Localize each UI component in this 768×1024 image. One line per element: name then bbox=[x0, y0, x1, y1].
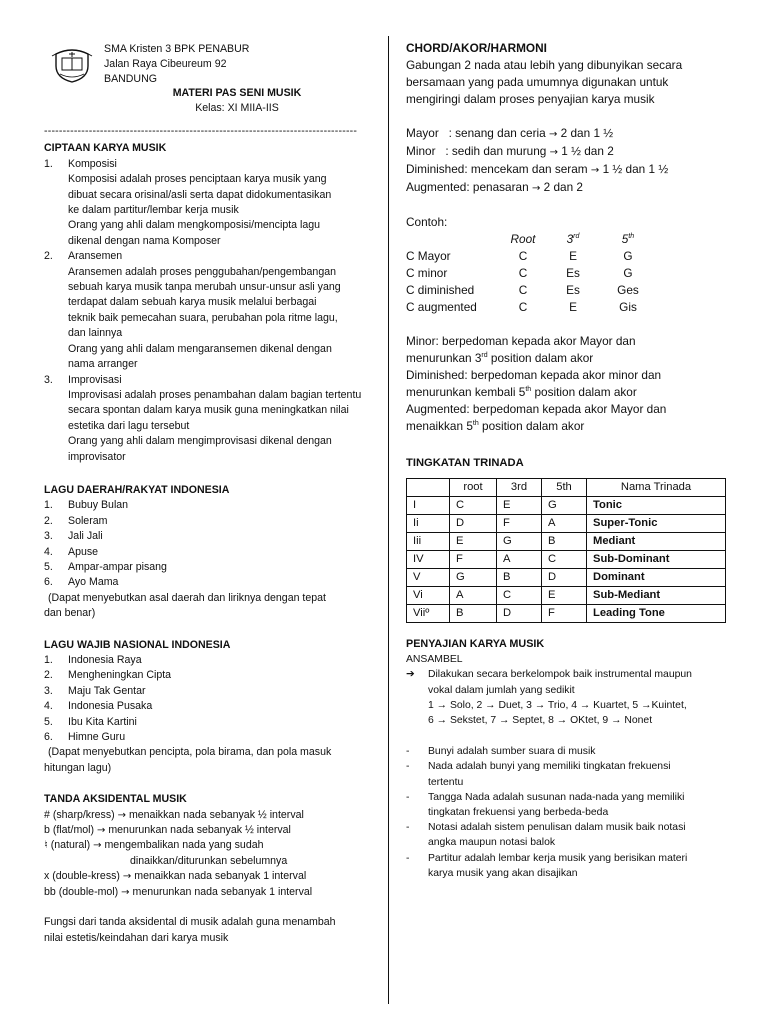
item-number: 2. bbox=[44, 669, 53, 682]
table-row bbox=[406, 248, 658, 265]
table-cell: C bbox=[497, 587, 542, 605]
text-line: Notasi adalah sistem penulisan dalam musik baik notasi bbox=[428, 822, 686, 834]
chord-type-mayor bbox=[406, 125, 746, 143]
table-cell: C bbox=[450, 497, 497, 515]
accidental-symbol: x (double-kress) bbox=[44, 870, 120, 883]
table-cell: E bbox=[450, 533, 497, 551]
accidental-text: menurunkan nada sebanyak 1 interval bbox=[132, 885, 313, 898]
table-cell: Sub-Mediant bbox=[587, 587, 726, 605]
chord-type-label: Mayor : senang dan ceria bbox=[406, 126, 546, 140]
table-cell: D bbox=[542, 569, 587, 587]
dash-bullet: - bbox=[406, 822, 410, 834]
table-cell: C diminished bbox=[406, 283, 475, 297]
text-line: tertentu bbox=[428, 776, 464, 788]
list-item bbox=[406, 851, 746, 881]
column-header: 5th bbox=[542, 479, 587, 497]
text-line: karya musik yang akan disajikan bbox=[428, 867, 578, 879]
accidental-symbol: b (flat/mol) bbox=[44, 824, 95, 837]
item-number: 2. bbox=[44, 250, 53, 263]
text-line: terdapat dalam sebuah karya musik melalui berbagai bbox=[68, 296, 317, 309]
item-number: 1. bbox=[44, 654, 53, 666]
item-text: Bubuy Bulan bbox=[68, 499, 129, 512]
text-line: angka maupun notasi balok bbox=[428, 837, 556, 849]
chord-type-label: Minor : sedih dan murung bbox=[406, 144, 547, 158]
accidental-symbol: ♮ (natural) bbox=[44, 839, 91, 852]
table-cell: A bbox=[450, 587, 497, 605]
table-cell: V bbox=[407, 569, 450, 587]
table-cell: C minor bbox=[406, 266, 448, 280]
list-item bbox=[406, 759, 746, 789]
text-line: Orang yang ahli dalam mengkomposisi/mencipta lagu bbox=[68, 219, 321, 232]
dash-bullet: - bbox=[406, 852, 410, 864]
item-body bbox=[44, 265, 390, 373]
text-line: dibuat secara orisinal/asli serta dapat didokumentasikan bbox=[68, 188, 332, 201]
rule-minor: Minor: berpedoman kepada akor Mayor dan bbox=[406, 334, 636, 348]
ciptaan-item-3 bbox=[44, 373, 390, 465]
arrow-icon: → bbox=[531, 183, 541, 194]
table-row bbox=[407, 587, 726, 605]
table-cell: G bbox=[623, 266, 633, 280]
document-title: MATERI PAS SENI MUSIK bbox=[172, 87, 302, 99]
list-item bbox=[44, 730, 390, 745]
accidental-row-double-kress bbox=[44, 869, 390, 884]
item-text: Indonesia Raya bbox=[68, 654, 142, 666]
text-line: vokal dalam jumlah yang sedikit bbox=[428, 684, 575, 696]
text-line: tingkatan frekuensi yang berbeda-beda bbox=[428, 807, 609, 819]
header-divider-line: ------------------------------------------------------------------------------------ bbox=[44, 125, 358, 137]
table-cell: E bbox=[497, 497, 542, 515]
item-text: Indonesia Pusaka bbox=[68, 700, 153, 713]
table-header-row bbox=[407, 479, 726, 497]
arrow-icon: → bbox=[590, 165, 600, 176]
column-header-fifth: 5th bbox=[621, 232, 635, 246]
table-cell: Mediant bbox=[587, 533, 726, 551]
accidental-text: menaikkan nada sebanyak ½ interval bbox=[128, 808, 304, 821]
aksidental-fungsi-cont: nilai estetis/keindahan dari karya musik bbox=[44, 931, 229, 944]
ansambel-description bbox=[406, 667, 746, 682]
text-line: Nada adalah bunyi yang memiliki tingkatan frekuensi bbox=[428, 761, 671, 773]
item-body bbox=[44, 172, 390, 249]
text-line: Dilakukan secara berkelompok baik instrumental maupun bbox=[428, 669, 692, 681]
rule-minor-cont: menurunkan 3rd position dalam akor bbox=[406, 351, 594, 365]
table-cell: G bbox=[497, 533, 542, 551]
table-cell: C Mayor bbox=[406, 249, 451, 263]
accidental-row-flat bbox=[44, 823, 390, 838]
table-row bbox=[407, 497, 726, 515]
list-item bbox=[44, 498, 390, 513]
chord-type-minor bbox=[406, 143, 746, 161]
table-row bbox=[407, 569, 726, 587]
table-cell: Ii bbox=[407, 515, 450, 533]
item-number: 5. bbox=[44, 715, 53, 728]
table-row bbox=[407, 515, 726, 533]
table-cell: E bbox=[569, 249, 577, 263]
ensemble-count-line: 6 → Sekstet, 7 → Septet, 8 → OKtet, 9 → Nonet bbox=[428, 715, 653, 727]
document-class: Kelas: XI MIIA-IIS bbox=[195, 102, 279, 114]
table-cell: G bbox=[542, 497, 587, 515]
table-cell: F bbox=[542, 605, 587, 623]
table-cell: Viiº bbox=[407, 605, 450, 623]
text-line: dikenal dengan nama Komposer bbox=[68, 234, 221, 247]
item-number: 4. bbox=[44, 700, 53, 713]
list-item bbox=[406, 790, 746, 820]
list-item bbox=[44, 699, 390, 714]
chord-type-value: 1 ½ dan 2 bbox=[561, 144, 614, 158]
item-text: Soleram bbox=[68, 514, 108, 527]
lagu-wajib-note-cont: hitungan lagu) bbox=[44, 761, 112, 774]
lagu-daerah-note-cont: dan benar) bbox=[44, 607, 96, 620]
list-item bbox=[44, 514, 390, 529]
accidental-text: menurunkan nada sebanyak ½ interval bbox=[108, 824, 291, 837]
table-cell: F bbox=[450, 551, 497, 569]
table-cell: D bbox=[497, 605, 542, 623]
table-cell: Super-Tonic bbox=[587, 515, 726, 533]
lagu-daerah-list bbox=[44, 498, 390, 590]
column-header bbox=[407, 479, 450, 497]
table-cell: Sub-Dominant bbox=[587, 551, 726, 569]
table-cell: C augmented bbox=[406, 300, 477, 314]
chord-type-value: 1 ½ dan 1 ½ bbox=[602, 162, 669, 176]
school-address: Jalan Raya Cibeureum 92 bbox=[104, 58, 227, 70]
text-line: Komposisi adalah proses penciptaan karya musik yang bbox=[68, 173, 327, 186]
table-cell: Ges bbox=[617, 283, 639, 297]
aksidental-fungsi: Fungsi dari tanda aksidental di musik adalah guna menambah bbox=[44, 916, 336, 929]
item-text: Ampar-ampar pisang bbox=[68, 560, 167, 573]
table-row bbox=[406, 282, 658, 299]
table-cell: E bbox=[542, 587, 587, 605]
table-cell: Es bbox=[566, 266, 580, 280]
table-cell: C bbox=[518, 266, 528, 280]
arrow-icon: → bbox=[549, 147, 558, 158]
text-line: estetika dari lagu tersebut bbox=[68, 419, 190, 432]
column-header-root: Root bbox=[510, 232, 536, 246]
table-cell: C bbox=[518, 249, 528, 263]
accidental-row-sharp bbox=[44, 808, 390, 823]
table-cell: G bbox=[623, 249, 633, 263]
lagu-wajib-list bbox=[44, 653, 390, 745]
chord-example-table bbox=[406, 231, 658, 316]
table-cell: Es bbox=[566, 283, 580, 297]
item-text: Ayo Mama bbox=[68, 576, 119, 589]
right-column bbox=[406, 40, 746, 881]
arrow-icon: → bbox=[122, 871, 132, 883]
table-cell: Leading Tone bbox=[587, 605, 726, 623]
school-city: BANDUNG bbox=[104, 73, 157, 85]
text-line: sebuah karya musik tanpa merubah unsur-unsur asli yang bbox=[68, 281, 341, 294]
section-title-trinada: TINGKATAN TRINADA bbox=[406, 457, 524, 469]
section-title-lagu-daerah: LAGU DAERAH/RAKYAT INDONESIA bbox=[44, 483, 230, 496]
text-line: improvisator bbox=[68, 450, 126, 463]
item-number: 4. bbox=[44, 545, 53, 558]
column-header: root bbox=[450, 479, 497, 497]
table-row bbox=[407, 533, 726, 551]
table-cell: D bbox=[450, 515, 497, 533]
chord-definition-line: mengiringi dalam proses penyajian karya musik bbox=[406, 92, 655, 106]
table-cell: C bbox=[518, 300, 528, 314]
rule-augmented: Augmented: berpedoman kepada akor Mayor dan bbox=[406, 402, 667, 416]
text-line: Tangga Nada adalah susunan nada-nada yang memiliki bbox=[428, 791, 685, 803]
dash-bullet: - bbox=[406, 761, 410, 773]
chord-type-label: Augmented: penasaran bbox=[406, 180, 529, 194]
item-number: 2. bbox=[44, 514, 53, 527]
item-text: Mengheningkan Cipta bbox=[68, 669, 172, 682]
table-cell: Dominant bbox=[587, 569, 726, 587]
text-line: Partitur adalah lembar kerja musik yang berisikan materi bbox=[428, 852, 688, 864]
table-row bbox=[406, 299, 658, 316]
lagu-daerah-note: (Dapat menyebutkan asal daerah dan liriknya dengan tepat bbox=[48, 591, 326, 604]
definition-list bbox=[406, 736, 746, 881]
section-title-penyajian: PENYAJIAN KARYA MUSIK bbox=[406, 638, 545, 650]
list-item bbox=[406, 744, 746, 759]
table-cell: Gis bbox=[619, 300, 637, 314]
accidental-row-natural bbox=[44, 838, 390, 853]
arrow-icon: → bbox=[548, 129, 558, 140]
rule-diminished: Diminished: berpedoman kepada akor minor dan bbox=[406, 368, 662, 382]
item-number: 1. bbox=[44, 157, 53, 170]
list-item bbox=[44, 529, 390, 544]
table-header-row bbox=[406, 231, 658, 248]
chord-type-value: 2 dan 1 ½ bbox=[560, 126, 614, 140]
list-item bbox=[44, 545, 390, 560]
table-cell: A bbox=[497, 551, 542, 569]
contoh-label: Contoh: bbox=[406, 215, 448, 229]
item-number: 6. bbox=[44, 576, 53, 589]
item-number: 1. bbox=[44, 499, 53, 512]
list-item bbox=[44, 668, 390, 683]
text-line: Improvisasi adalah proses penambahan dalam bagian tertentu bbox=[68, 388, 362, 401]
item-body bbox=[44, 388, 390, 465]
text-line: Aransemen adalah proses penggubahan/pengembangan bbox=[68, 265, 336, 278]
table-cell: C bbox=[518, 283, 528, 297]
text-line: Orang yang ahli dalam mengaransemen dikenal dengan bbox=[68, 342, 332, 355]
text-line: ke dalam partitur/lembar kerja musik bbox=[68, 204, 239, 217]
table-cell: G bbox=[450, 569, 497, 587]
list-item bbox=[44, 715, 390, 730]
chord-type-value: 2 dan 2 bbox=[543, 180, 583, 194]
item-heading: Komposisi bbox=[68, 157, 117, 170]
chord-type-diminished bbox=[406, 161, 746, 179]
accidental-symbol: # (sharp/kress) bbox=[44, 808, 115, 821]
accidental-row-double-mol bbox=[44, 885, 390, 900]
column-header: 3rd bbox=[497, 479, 542, 497]
item-text: Apuse bbox=[68, 545, 99, 558]
rule-augmented-cont: menaikkan 5th position dalam akor bbox=[406, 419, 585, 433]
item-number: 3. bbox=[44, 530, 53, 543]
text-line: Bunyi adalah sumber suara di musik bbox=[428, 746, 596, 758]
accidental-symbol: bb (double-mol) bbox=[44, 885, 119, 898]
table-cell: C bbox=[542, 551, 587, 569]
list-item bbox=[44, 684, 390, 699]
item-heading: Aransemen bbox=[68, 250, 123, 263]
ciptaan-item-2 bbox=[44, 249, 390, 372]
item-text: Jali Jali bbox=[68, 530, 103, 543]
arrow-icon: → bbox=[117, 809, 126, 821]
item-text: Himne Guru bbox=[68, 731, 126, 744]
item-text: Ibu Kita Kartini bbox=[68, 715, 137, 728]
left-column bbox=[44, 40, 390, 946]
text-line: secara spontan dalam karya musik guna meningkatkan nilai bbox=[68, 404, 349, 417]
dash-bullet: - bbox=[406, 791, 410, 803]
accidental-text: mengembalikan nada yang sudah bbox=[104, 839, 264, 852]
ciptaan-item-1 bbox=[44, 157, 390, 249]
chord-type-augmented bbox=[406, 179, 746, 197]
table-cell: B bbox=[542, 533, 587, 551]
accidental-row-natural-cont bbox=[44, 854, 390, 869]
ensemble-count-line: 1 → Solo, 2 → Duet, 3 → Trio, 4 → Kuartet, 5 →Kuintet, bbox=[428, 699, 687, 711]
table-cell: Iii bbox=[407, 533, 450, 551]
list-item bbox=[406, 820, 746, 850]
table-cell: IV bbox=[407, 551, 450, 569]
accidental-text: menaikkan nada sebanyak 1 interval bbox=[134, 870, 307, 883]
text-line: nama arranger bbox=[68, 358, 138, 371]
text-line: Orang yang ahli dalam mengimprovisasi dikenal dengan bbox=[68, 435, 332, 448]
arrow-icon: → bbox=[93, 840, 102, 852]
trinada-table bbox=[406, 478, 726, 623]
rule-diminished-cont: menurunkan kembali 5th position dalam akor bbox=[406, 385, 637, 399]
chord-definition-line: bersamaan yang pada umumnya digunakan untuk bbox=[406, 75, 669, 89]
accidental-text: dinaikkan/diturunkan sebelumnya bbox=[130, 854, 288, 867]
chord-definition-line: Gabungan 2 nada atau lebih yang dibunyikan secara bbox=[406, 58, 683, 72]
table-row bbox=[407, 605, 726, 623]
arrow-bullet-icon: ➔ bbox=[406, 669, 415, 681]
table-cell: I bbox=[407, 497, 450, 515]
table-cell: A bbox=[542, 515, 587, 533]
school-logo-icon bbox=[50, 44, 94, 84]
list-item bbox=[44, 575, 390, 590]
text-line: dan lainnya bbox=[68, 327, 123, 340]
arrow-icon: → bbox=[97, 825, 106, 837]
column-header: Nama Trinada bbox=[587, 479, 726, 497]
section-title-aksidental: TANDA AKSIDENTAL MUSIK bbox=[44, 793, 187, 806]
table-cell: B bbox=[450, 605, 497, 623]
section-title-ciptaan: CIPTAAN KARYA MUSIK bbox=[44, 142, 167, 155]
arrow-icon: → bbox=[121, 886, 130, 898]
item-number: 5. bbox=[44, 560, 53, 573]
penyajian-subtitle: ANSAMBEL bbox=[406, 654, 463, 666]
item-heading: Improvisasi bbox=[68, 373, 122, 386]
section-title-lagu-wajib: LAGU WAJIB NASIONAL INDONESIA bbox=[44, 638, 231, 651]
chord-type-label: Diminished: mencekam dan seram bbox=[406, 162, 588, 176]
table-cell: E bbox=[569, 300, 577, 314]
table-cell: Tonic bbox=[587, 497, 726, 515]
table-cell: F bbox=[497, 515, 542, 533]
school-info bbox=[104, 42, 249, 87]
list-item bbox=[44, 560, 390, 575]
item-number: 3. bbox=[44, 684, 53, 697]
school-name: SMA Kristen 3 BPK PENABUR bbox=[104, 43, 250, 55]
table-row bbox=[407, 551, 726, 569]
lagu-wajib-note: (Dapat menyebutkan pencipta, pola birama, dan pola masuk bbox=[48, 746, 332, 759]
document-header bbox=[44, 40, 390, 124]
title-block bbox=[44, 86, 390, 116]
dash-bullet: - bbox=[406, 746, 410, 758]
table-row bbox=[406, 265, 658, 282]
table-cell: B bbox=[497, 569, 542, 587]
column-header-third: 3rd bbox=[566, 232, 580, 246]
item-number: 6. bbox=[44, 731, 53, 744]
table-cell: Vi bbox=[407, 587, 450, 605]
item-text: Maju Tak Gentar bbox=[68, 684, 146, 697]
text-line: teknik baik pemecahan suara, perubahan pola ritme lagu, bbox=[68, 311, 338, 324]
item-number: 3. bbox=[44, 373, 53, 386]
list-item bbox=[44, 653, 390, 668]
section-title-chord: CHORD/AKOR/HARMONI bbox=[406, 41, 547, 55]
